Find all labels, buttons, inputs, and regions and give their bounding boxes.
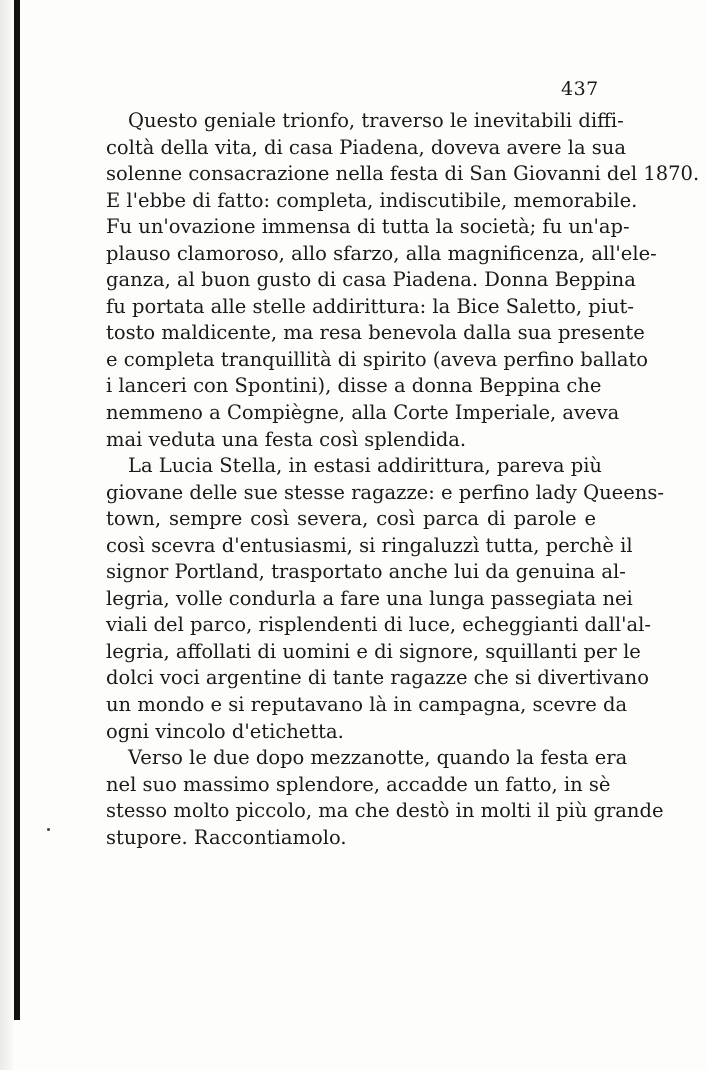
text-line: town, sempre così severa, così parca di parole e — [106, 507, 596, 531]
text-line: coltà della vita, di casa Piadena, doveva avere la sua — [106, 135, 626, 159]
scan-speck — [47, 828, 50, 831]
text-line: E l'ebbe di fatto: completa, indiscutibile, memorabile. — [106, 188, 638, 212]
text-line: solenne consacrazione nella festa di San Giovanni del 1870. — [106, 162, 700, 186]
text-line: fu portata alle stelle addirittura: la Bice Saletto, piut- — [106, 294, 634, 318]
text-line: i lanceri con Spontini), disse a donna Beppina che — [106, 374, 602, 398]
body-text — [106, 108, 700, 851]
text-line: giovane delle sue stesse ragazze: e perfino lady Queens- — [106, 480, 664, 504]
text-line: Fu un'ovazione immensa di tutta la società; fu un'ap- — [106, 215, 630, 239]
text-line: e completa tranquillità di spirito (aveva perfino ballato — [106, 347, 649, 371]
text-line: stupore. Raccontiamolo. — [106, 825, 347, 849]
text-line: Questo geniale trionfo, traverso le inevitabili diffi- — [128, 109, 624, 132]
text-line: plauso clamoroso, allo sfarzo, alla magnificenza, all'ele- — [106, 241, 657, 265]
text-line: legria, volle condurla a fare una lunga passegiata nei — [106, 586, 633, 610]
text-line: dolci voci argentine di tante ragazze che si divertivano — [106, 666, 649, 690]
text-line: ganza, al buon gusto di casa Piadena. Donna Beppina — [106, 268, 636, 292]
binding-edge — [14, 0, 20, 1020]
text-line: mai veduta una festa così splendida. — [106, 427, 467, 451]
text-line: un mondo e si reputavano là in campagna, scevre da — [106, 693, 628, 717]
text-line: Verso le due dopo mezzanotte, quando la festa era — [128, 746, 628, 770]
text-line: stesso molto piccolo, ma che destò in molti il più grande — [106, 799, 664, 823]
binding-shadow — [0, 0, 14, 1070]
text-line: legria, affollati di uomini e di signore, squillanti per le — [106, 639, 641, 663]
text-line: signor Portland, trasportato anche lui da genuina al- — [106, 560, 626, 584]
text-line: così scevra d'entusiasmi, si ringaluzzì tutta, perchè il — [106, 533, 633, 557]
text-line: nel suo massimo splendore, accadde un fatto, in sè — [106, 772, 611, 796]
text-line: La Lucia Stella, in estasi addirittura, pareva più — [128, 454, 602, 478]
text-line: ogni vincolo d'etichetta. — [106, 719, 344, 743]
text-line: tosto maldicente, ma resa benevola dalla sua presente — [106, 321, 645, 345]
page-number: 437 — [561, 78, 599, 100]
text-line: nemmeno a Compiègne, alla Corte Imperiale, aveva — [106, 401, 620, 425]
text-line: viali del parco, risplendenti di luce, echeggianti dall'al- — [106, 613, 651, 637]
